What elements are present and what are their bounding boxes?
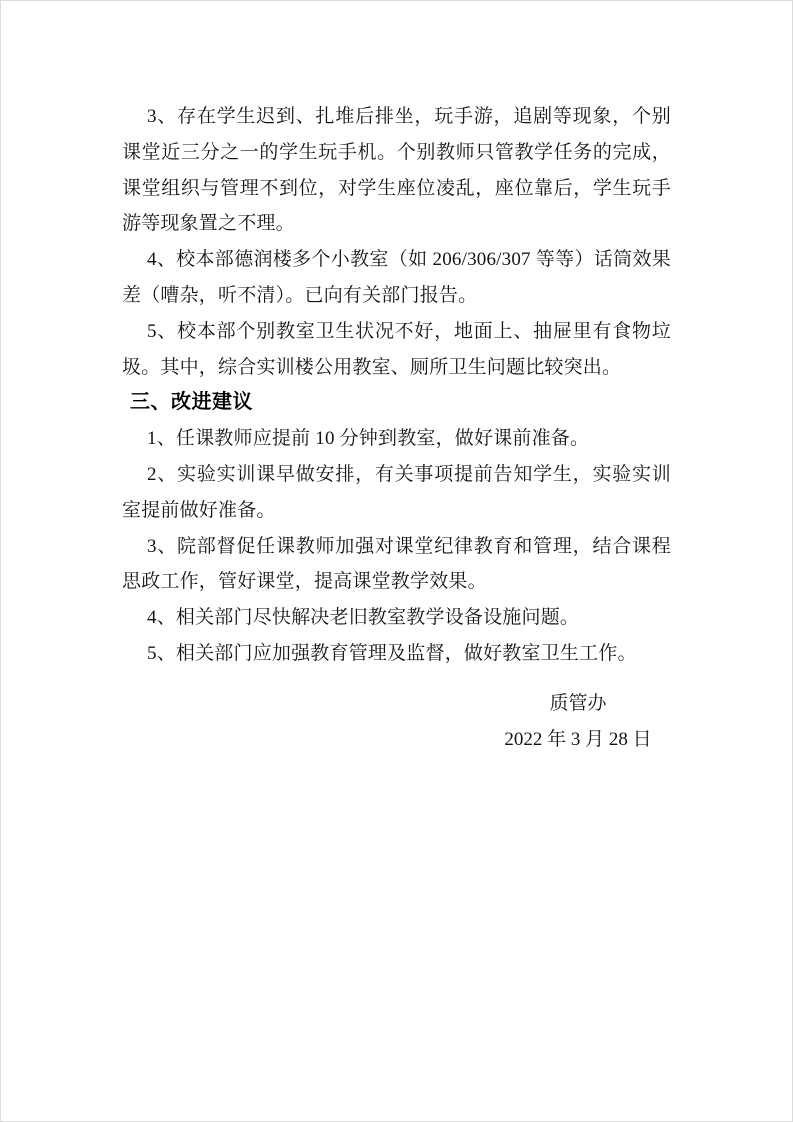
paragraph-suggestion-1: 1、任课教师应提前 10 分钟到教室，做好课前准备。 [147, 428, 590, 450]
paragraph-suggestion-3: 3、院部督促任课教师加强对课堂纪律教育和管理，结合课程思政工作，管好课堂，提高课堂教学效果。 [122, 535, 671, 593]
paragraph-suggestion-4: 4、相关部门尽快解决老旧教室教学设备设施问题。 [147, 607, 580, 629]
signature-department: 质管办 [549, 692, 607, 714]
section-heading-improvement-suggestions: 三、改进建议 [130, 391, 253, 414]
paragraph-suggestion-2: 2、实验实训课早做安排，有关事项提前告知学生，实验实训室提前做好准备。 [122, 463, 671, 521]
signature-date: 2022 年 3 月 28 日 [504, 728, 652, 750]
paragraph-finding-4: 4、校本部德润楼多个小教室（如 206/306/307 等等）话筒效果差（嘈杂，听不清）。已向有关部门报告。 [122, 249, 671, 306]
signature-block [458, 686, 698, 758]
paragraph-finding-5: 5、校本部个别教室卫生状况不好，地面上、抽屉里有食物垃圾。其中，综合实训楼公用教室、厕所卫生问题比较突出。 [122, 320, 671, 378]
paragraph-finding-3: 3、存在学生迟到、扎堆后排坐，玩手游，追剧等现象，个别课堂近三分之一的学生玩手机。个别教师只管教学任务的完成，课堂组织与管理不到位，对学生座位凌乱，座位靠后，学生玩手游等现象置之不理。 [122, 106, 671, 235]
paragraph-suggestion-5: 5、相关部门应加强教育管理及监督，做好教室卫生工作。 [147, 642, 637, 664]
